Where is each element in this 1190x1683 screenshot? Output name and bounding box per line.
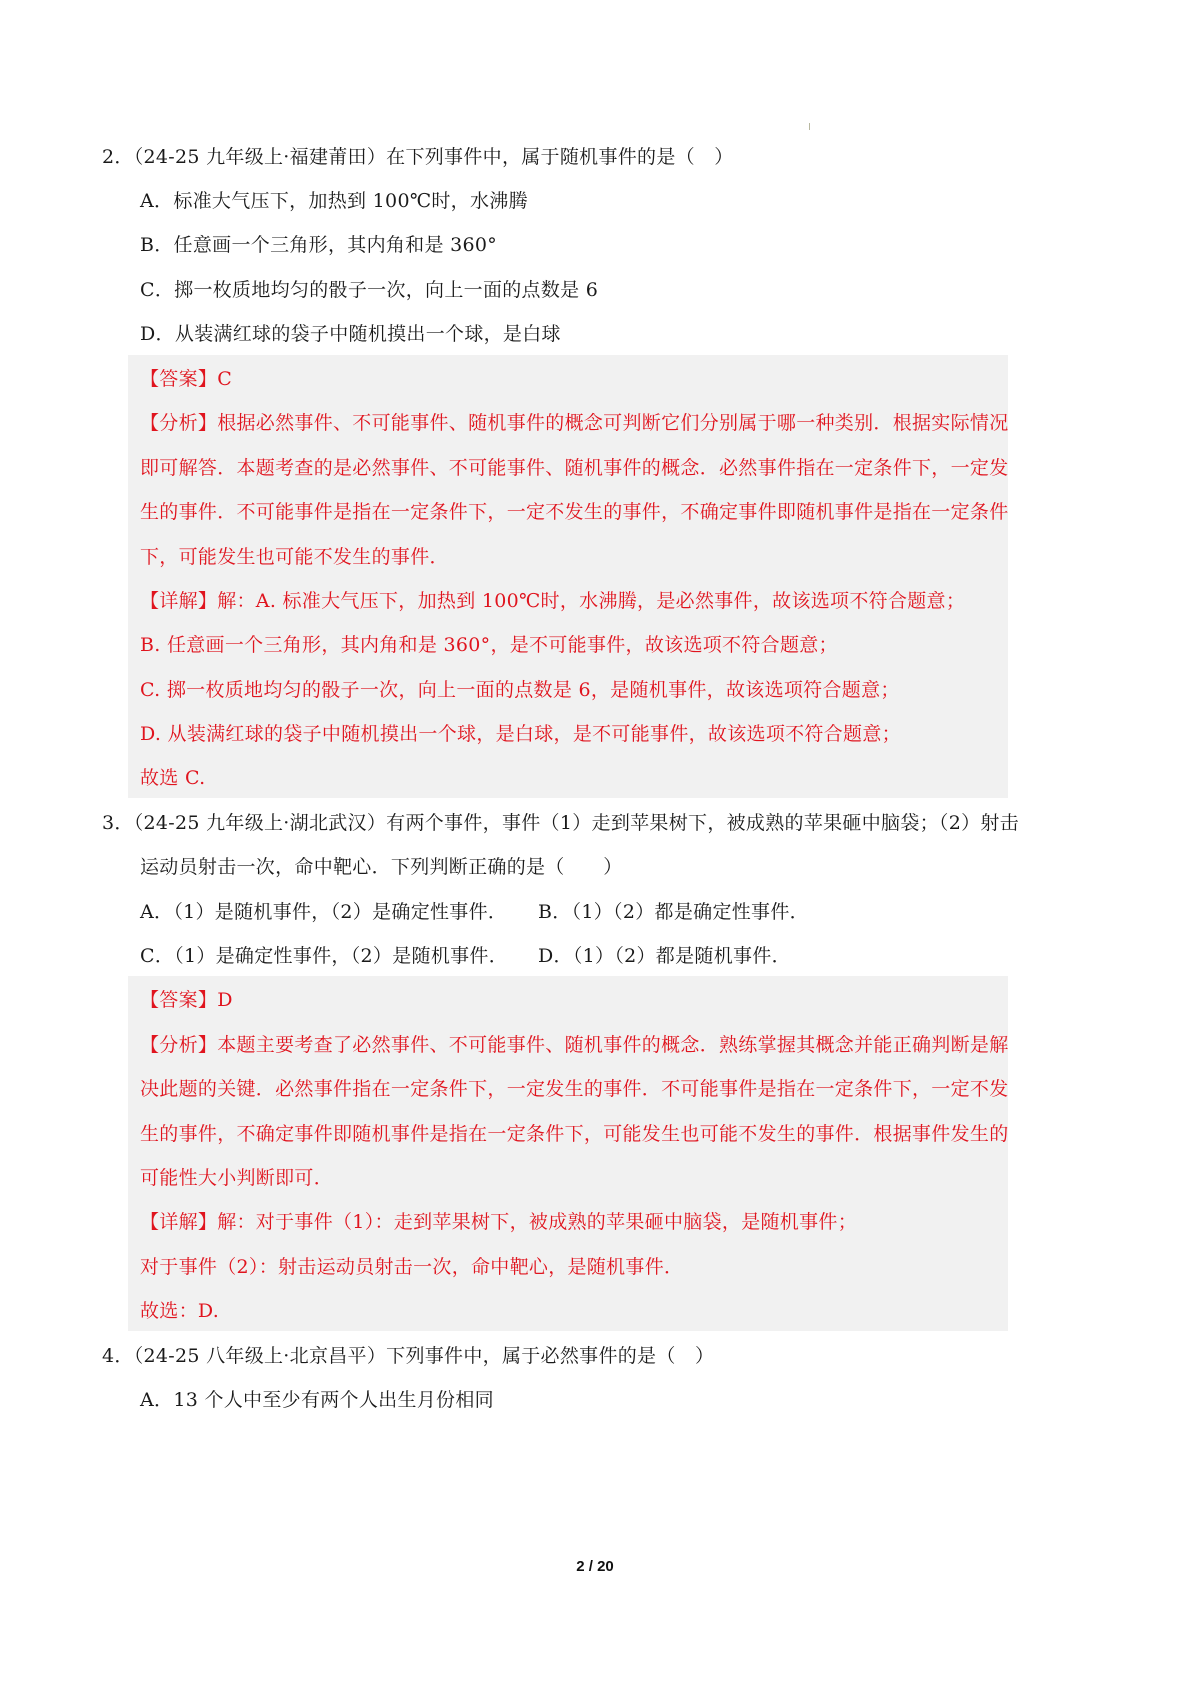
- question-3-conclusion: 故选：D.: [140, 1300, 220, 1322]
- question-2-option-c: C．掷一枚质地均匀的骰子一次，向上一面的点数是 6: [140, 279, 599, 301]
- question-4-option-a: A．13 个人中至少有两个人出生月份相同: [140, 1389, 494, 1411]
- question-3-analysis-line-2: 决此题的关键．必然事件指在一定条件下，一定发生的事件．不可能事件是指在一定条件下，一定不发: [140, 1078, 1009, 1100]
- question-2-conclusion: 故选 C.: [140, 767, 206, 789]
- question-3-option-b: B．（1）（2）都是确定性事件．: [538, 901, 809, 923]
- question-3-option-c: C．（1）是确定性事件，（2）是随机事件．: [140, 945, 509, 967]
- question-3-stem-line-1: 3．（24-25 九年级上·湖北武汉）有两个事件，事件（1）走到苹果树下，被成熟的苹果砸中脑袋；（2）射击: [102, 812, 1020, 834]
- question-2-analysis-line-1: 【分析】根据必然事件、不可能事件、随机事件的概念可判断它们分别属于哪一种类别．根据实际情况: [140, 412, 1009, 434]
- question-2-detail-line-4: D. 从装满红球的袋子中随机摸出一个球，是白球，是不可能事件，故该选项不符合题意；: [140, 723, 901, 745]
- text-cursor-mark: [809, 123, 810, 130]
- question-2-option-d: D．从装满红球的袋子中随机摸出一个球，是白球: [140, 323, 561, 345]
- question-3-analysis-line-1: 【分析】本题主要考查了必然事件、不可能事件、随机事件的概念．熟练掌握其概念并能正确判断是解: [140, 1034, 1009, 1056]
- question-3-option-a: A．（1）是随机事件，（2）是确定性事件．: [140, 901, 508, 923]
- question-3-answer: 【答案】D: [140, 989, 233, 1011]
- question-3-analysis-line-4: 可能性大小判断即可．: [140, 1167, 334, 1189]
- question-3-detail-line-1: 【详解】解：对于事件（1）：走到苹果树下，被成熟的苹果砸中脑袋，是随机事件；: [140, 1211, 857, 1233]
- question-2-stem: 2．（24-25 九年级上·福建莆田）在下列事件中，属于随机事件的是（ ）: [102, 146, 734, 168]
- question-4-stem: 4．（24-25 八年级上·北京昌平）下列事件中，属于必然事件的是（ ）: [102, 1345, 715, 1367]
- question-3-option-d: D．（1）（2）都是随机事件．: [538, 945, 791, 967]
- question-2-detail-line-3: C. 掷一枚质地均匀的骰子一次，向上一面的点数是 6，是随机事件，故该选项符合题意；: [140, 679, 900, 701]
- question-2-answer: 【答案】C: [140, 368, 233, 390]
- question-2-option-a: A．标准大气压下，加热到 100℃时，水沸腾: [140, 190, 528, 212]
- question-3-detail-line-2: 对于事件（2）：射击运动员射击一次，命中靶心，是随机事件．: [140, 1256, 684, 1278]
- question-2-analysis-line-4: 下，可能发生也可能不发生的事件．: [140, 546, 449, 568]
- question-2-analysis-line-2: 即可解答．本题考查的是必然事件、不可能事件、随机事件的概念．必然事件指在一定条件下，一定发: [140, 457, 1009, 479]
- question-3-stem-line-2: 运动员射击一次，命中靶心．下列判断正确的是（ ）: [140, 856, 623, 878]
- question-2-detail-line-2: B. 任意画一个三角形，其内角和是 360°，是不可能事件，故该选项不符合题意；: [140, 634, 838, 656]
- question-2-detail-line-1: 【详解】解：A. 标准大气压下，加热到 100℃时，水沸腾，是必然事件，故该选项不符合题意；: [140, 590, 966, 612]
- question-2-option-b: B．任意画一个三角形，其内角和是 360°: [140, 234, 498, 256]
- question-2-analysis-line-3: 生的事件．不可能事件是指在一定条件下，一定不发生的事件，不确定事件即随机事件是指在一定条件: [140, 501, 1009, 523]
- page-number: 2 / 20: [576, 1558, 614, 1575]
- question-3-analysis-line-3: 生的事件，不确定事件即随机事件是指在一定条件下，可能发生也可能不发生的事件．根据事件发生的: [140, 1123, 1009, 1145]
